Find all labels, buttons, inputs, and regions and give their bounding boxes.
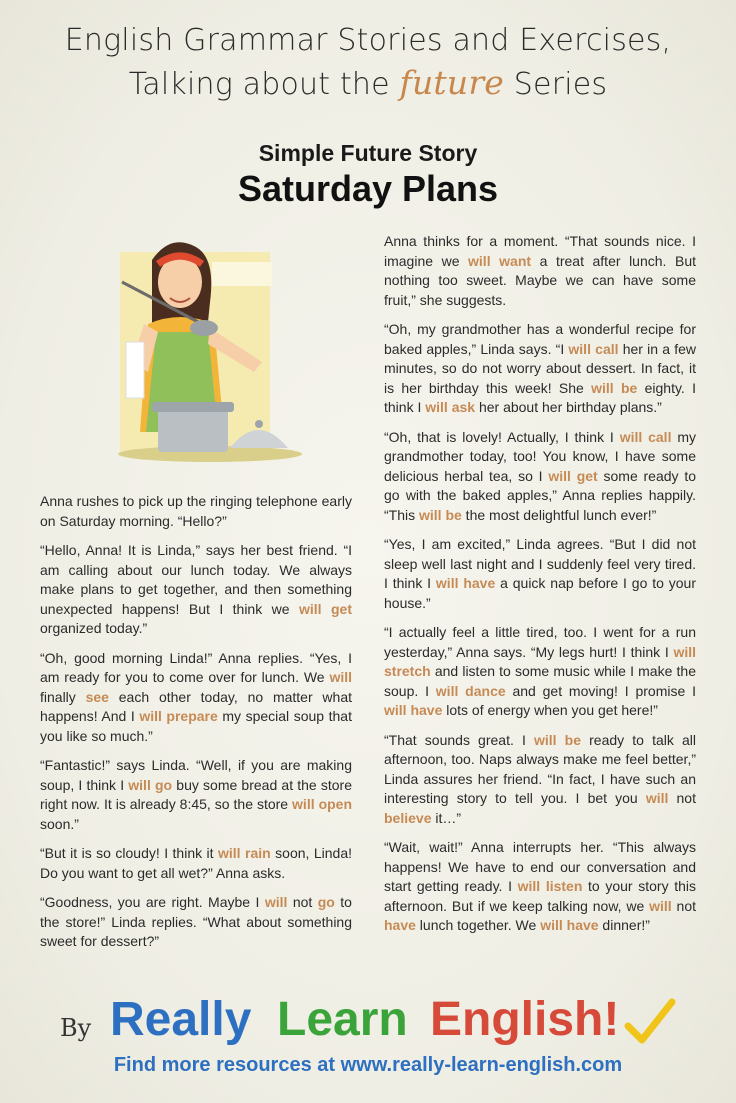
- cooking-woman-illustration: [112, 232, 302, 472]
- story-text: her about her birthday plans.”: [475, 399, 662, 415]
- story-paragraph: [40, 649, 352, 747]
- story-text: eighty. I think I: [384, 379, 696, 415]
- story-paragraph: [40, 492, 352, 531]
- story-text: “But it is so cloudy! I think it: [40, 845, 219, 861]
- story-subtitle: Simple Future Story: [258, 140, 478, 166]
- checkmark-icon: [622, 994, 678, 1050]
- shelf-icon: [212, 262, 272, 286]
- future-verb-highlight: will get: [299, 600, 352, 617]
- story-text: it…”: [431, 809, 462, 826]
- future-verb-highlight: will call: [568, 340, 619, 357]
- future-verb-highlight: will rain: [218, 845, 271, 861]
- story-text: “Oh, that is lovely! Actually, I think I: [384, 428, 620, 445]
- story-text: Anna rushes to pick up the ringing telephone early on Saturday morning. “Hello?”: [40, 493, 352, 529]
- story-text: “Oh, good morning Linda!” Anna replies. “Yes, I am ready for you to come over for lunch. We: [40, 649, 352, 685]
- series-title-highlight: future: [399, 63, 505, 102]
- resources-link[interactable]: Find more resources at www.really-learn-english.com: [113, 1054, 623, 1076]
- future-verb-highlight: will: [649, 897, 672, 914]
- story-text: “I actually feel a little tired, too. I went for a run yesterday,” Anna says. “My legs hurt! I think I: [384, 624, 696, 660]
- story-paragraph: [384, 320, 696, 418]
- series-title-line2: [0, 62, 736, 106]
- story-text: Anna thinks for a moment. “That sounds nice. I imagine we: [384, 233, 696, 269]
- story-text: and listen to some music while I make the soup. I: [384, 663, 696, 699]
- story-text: and get moving! I promise I: [505, 682, 696, 699]
- ladle-icon: [190, 320, 218, 336]
- brand-english: English!: [430, 993, 620, 1046]
- story-paragraph: [384, 838, 696, 936]
- story-paragraph: [384, 232, 696, 310]
- future-verb-highlight: will: [645, 790, 669, 806]
- future-verb-highlight: have: [384, 917, 416, 933]
- story-text: “Oh, my grandmother has a wonderful recipe for baked apples,” Linda says. “I: [384, 321, 696, 357]
- future-verb-highlight: will be: [591, 379, 638, 396]
- future-verb-highlight: will prepare: [139, 708, 218, 724]
- future-verb-highlight: will dance: [435, 682, 506, 699]
- story-column-left: [40, 492, 352, 962]
- story-title: Saturday Plans: [237, 168, 499, 209]
- story-text: “Wait, wait!” Anna interrupts her. “This always happens! We have to end our conversation and start getting ready. I: [384, 839, 696, 894]
- story-text: to the store!” Linda replies. “What about something sweet for dessert?”: [40, 894, 352, 949]
- story-text: not: [668, 790, 696, 806]
- story-text: soon, Linda! Do you want to get all wet?” Anna asks.: [40, 845, 352, 881]
- story-paragraph: [384, 623, 696, 721]
- story-column-right: [384, 232, 696, 946]
- story-text: a quick nap before I go to your house.”: [384, 575, 696, 611]
- story-text: soon.”: [40, 815, 79, 832]
- story-paragraph: [384, 731, 696, 829]
- future-verb-highlight: will have: [435, 575, 496, 591]
- story-text: her in a few minutes, so do not worry about dessert. In fact, it is her birthday this week! She: [384, 340, 696, 396]
- story-text: finally: [40, 688, 86, 705]
- cloche-knob-icon: [255, 420, 263, 428]
- brand-really: Really: [110, 993, 252, 1046]
- future-verb-highlight: will open: [292, 796, 353, 812]
- story-paragraph: [384, 428, 696, 526]
- brand-learn: Learn: [277, 993, 408, 1046]
- story-text: my special soup that you like so much.”: [40, 708, 352, 744]
- future-verb-highlight: will be: [534, 731, 582, 748]
- story-paragraph: [384, 535, 696, 613]
- future-verb-highlight: will: [329, 669, 352, 685]
- story-text: dinner!”: [598, 917, 650, 933]
- story-text: my grandmother today, too! You know, I have some delicious herbal tea, so I: [384, 428, 696, 484]
- story-paragraph: [40, 893, 352, 952]
- story-text: each other today, no matter what happens! And I: [40, 688, 352, 724]
- story-text: “Hello, Anna! It is Linda,” says her best friend. “I am calling about our lunch today. We always make plans to get together, and then something unexpected happens! But I think we: [40, 542, 352, 617]
- story-paragraph: [40, 541, 352, 639]
- future-verb-highlight: will ask: [425, 399, 476, 415]
- future-verb-highlight: see: [85, 688, 109, 705]
- story-text: not: [671, 897, 696, 914]
- story-text: “Yes, I am excited,” Linda agrees. “But I did not sleep well last night and I suddenly feel very tired. I think I: [384, 536, 696, 591]
- story-text: “That sounds great. I: [384, 731, 534, 748]
- future-verb-highlight: will have: [384, 702, 443, 718]
- brand-logo: [60, 990, 680, 1060]
- future-verb-highlight: believe: [384, 809, 432, 826]
- story-paragraph: [40, 844, 352, 883]
- series-title-suffix: Series: [513, 67, 608, 102]
- future-verb-highlight: will be: [419, 506, 462, 523]
- story-text: “Fantastic!” says Linda. “Well, if you are making soup, I think I: [40, 757, 352, 793]
- story-text: the most delightful lunch ever!”: [461, 506, 657, 523]
- series-title-prefix: Talking about the: [128, 67, 390, 102]
- future-verb-highlight: will get: [548, 467, 598, 484]
- future-verb-highlight: will listen: [517, 878, 583, 894]
- story-text: to your story this afternoon. But if we keep talking now, we: [384, 878, 697, 914]
- future-verb-highlight: will go: [128, 776, 173, 793]
- brand-by: By: [60, 1014, 92, 1042]
- story-paragraph: [40, 756, 352, 834]
- future-verb-highlight: go: [317, 894, 335, 910]
- story-text: ready to talk all afternoon, too. Naps always make me feel better,” Linda assures her friend. “In fact, I have such an interesting story to tell you. I bet you: [384, 731, 696, 806]
- towel-icon: [126, 342, 144, 398]
- pot-icon: [158, 408, 228, 452]
- pot-rim-icon: [152, 402, 234, 412]
- story-text: lots of energy when you get here!”: [442, 702, 658, 718]
- story-text: a treat after lunch. But nothing too sweet. Maybe we can have some fruit,” she suggests.: [384, 252, 697, 308]
- future-verb-highlight: will stretch: [384, 643, 696, 679]
- story-text: some ready to go with the baked apples,” Anna replies happily. “This: [384, 467, 697, 523]
- story-text: “Goodness, you are right. Maybe I: [40, 894, 265, 910]
- future-verb-highlight: will want: [468, 252, 532, 269]
- future-verb-highlight: will: [264, 894, 288, 910]
- series-title-line1: English Grammar Stories and Exercises,: [64, 23, 672, 58]
- future-verb-highlight: will call: [619, 428, 672, 445]
- story-text: buy some bread at the store right now. It is already 8:45, so the store: [40, 776, 352, 812]
- story-text: organized today.”: [40, 620, 148, 636]
- story-text: lunch together. We: [415, 917, 541, 933]
- series-header: [0, 20, 736, 106]
- future-verb-highlight: will have: [540, 917, 599, 933]
- story-text: not: [287, 894, 318, 910]
